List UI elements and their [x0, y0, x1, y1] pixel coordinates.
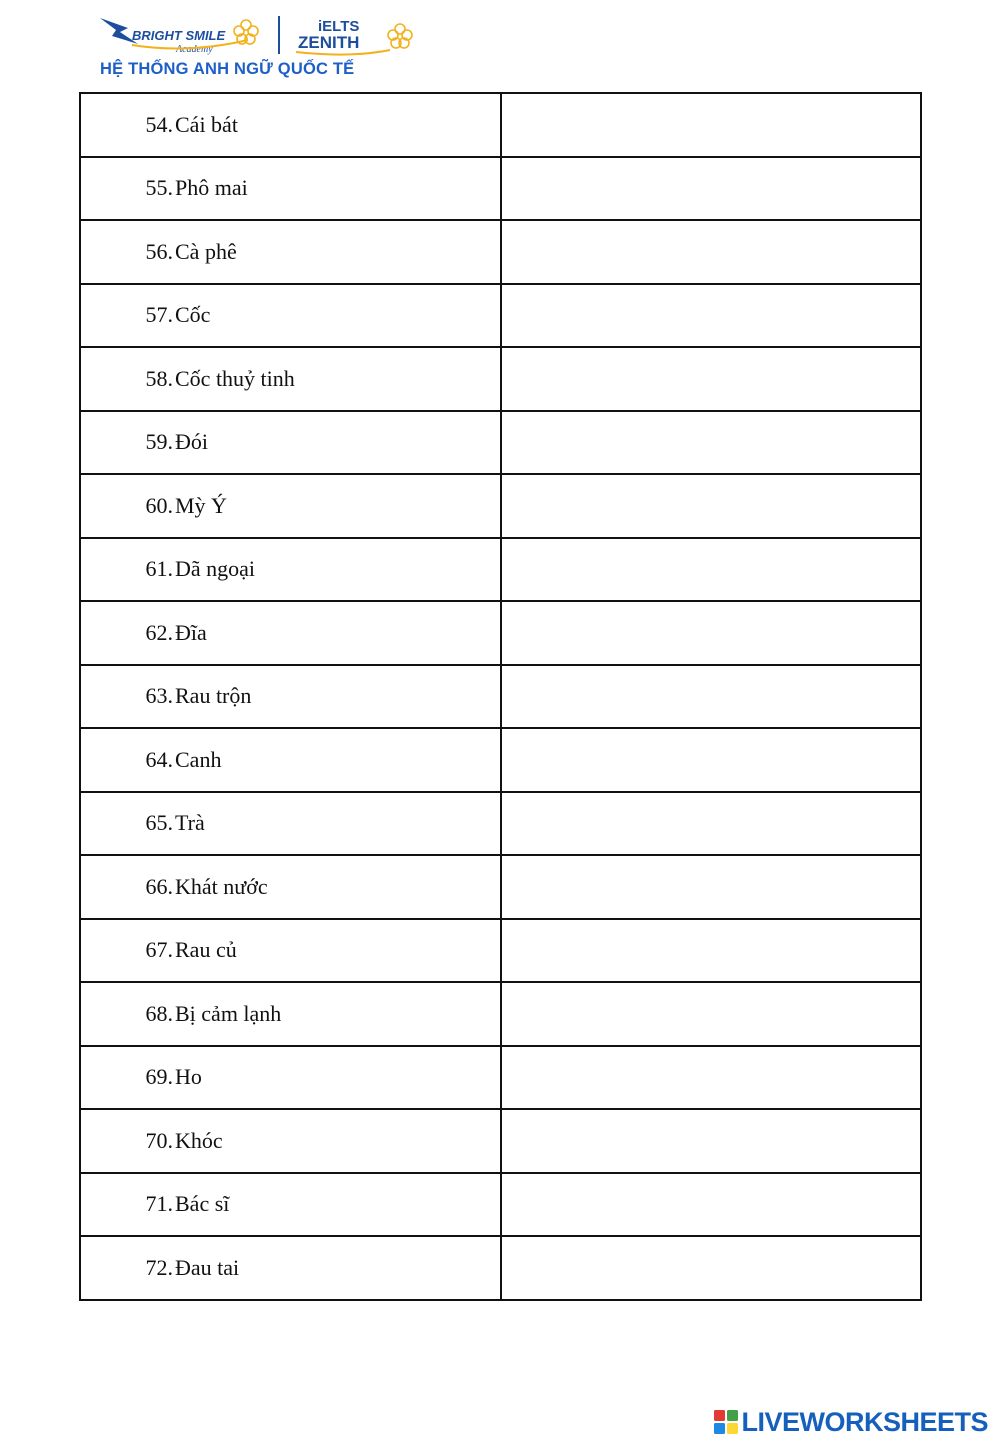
table-row	[80, 1173, 921, 1237]
term-cell	[80, 1236, 501, 1300]
item-number: 71.	[145, 1191, 173, 1217]
item-number: 54.	[145, 111, 173, 137]
liveworksheets-icon	[714, 1410, 738, 1434]
vietnamese-term: Trà	[175, 810, 205, 836]
item-number: 59.	[145, 429, 173, 455]
vietnamese-term: Dã ngoại	[175, 556, 256, 582]
table-row	[80, 855, 921, 919]
term-cell	[80, 538, 501, 602]
table-row	[80, 919, 921, 983]
answer-cell[interactable]	[501, 93, 921, 157]
term-cell	[80, 728, 501, 792]
table-row	[80, 411, 921, 475]
answer-cell[interactable]	[501, 1236, 921, 1300]
item-number: 67.	[145, 937, 173, 963]
liveworksheets-footer	[714, 1406, 988, 1438]
term-cell	[80, 919, 501, 983]
table-row	[80, 347, 921, 411]
vietnamese-term: Canh	[175, 746, 222, 772]
answer-cell[interactable]	[501, 728, 921, 792]
answer-cell[interactable]	[501, 855, 921, 919]
term-cell	[80, 792, 501, 856]
answer-cell[interactable]	[501, 1173, 921, 1237]
vietnamese-term: Đau tai	[175, 1254, 240, 1280]
answer-cell[interactable]	[501, 601, 921, 665]
answer-cell[interactable]	[501, 1046, 921, 1110]
answer-cell[interactable]	[501, 284, 921, 348]
item-number: 68.	[145, 1000, 173, 1026]
item-number: 69.	[145, 1064, 173, 1090]
vietnamese-term: Rau củ	[175, 937, 237, 963]
vietnamese-term: Cốc thuỷ tinh	[175, 365, 295, 391]
logo-divider	[278, 16, 280, 54]
logo-right-main: ZENITH	[298, 33, 360, 52]
item-number: 70.	[145, 1127, 173, 1153]
term-cell	[80, 347, 501, 411]
table-row	[80, 1046, 921, 1110]
answer-cell[interactable]	[501, 792, 921, 856]
term-cell	[80, 284, 501, 348]
table-row	[80, 601, 921, 665]
answer-cell[interactable]	[501, 474, 921, 538]
table-row	[80, 982, 921, 1046]
answer-cell[interactable]	[501, 411, 921, 475]
answer-cell[interactable]	[501, 347, 921, 411]
answer-cell[interactable]	[501, 919, 921, 983]
item-number: 64.	[145, 746, 173, 772]
logo-left-sub: Academy	[176, 44, 213, 55]
vietnamese-term: Mỳ Ý	[175, 492, 227, 518]
item-number: 58.	[145, 365, 173, 391]
item-number: 57.	[145, 302, 173, 328]
answer-cell[interactable]	[501, 157, 921, 221]
term-cell	[80, 1173, 501, 1237]
logo-right-top: iELTS	[318, 18, 360, 35]
term-cell	[80, 855, 501, 919]
table-row	[80, 284, 921, 348]
table-row	[80, 792, 921, 856]
table-row	[80, 665, 921, 729]
item-number: 66.	[145, 873, 173, 899]
answer-cell[interactable]	[501, 1109, 921, 1173]
table-row	[80, 157, 921, 221]
answer-cell[interactable]	[501, 538, 921, 602]
vietnamese-term: Bị cảm lạnh	[175, 1000, 282, 1026]
item-number: 63.	[145, 683, 173, 709]
vietnamese-term: Khát nước	[175, 873, 268, 899]
answer-cell[interactable]	[501, 220, 921, 284]
liveworksheets-brand: LIVEWORKSHEETS	[741, 1406, 988, 1437]
vocabulary-table	[79, 92, 922, 1301]
item-number: 56.	[145, 238, 173, 264]
term-cell	[80, 1109, 501, 1173]
table-row	[80, 474, 921, 538]
term-cell	[80, 220, 501, 284]
term-cell	[80, 665, 501, 729]
bright-smile-logo	[98, 14, 268, 60]
answer-cell[interactable]	[501, 665, 921, 729]
vietnamese-term: Rau trộn	[175, 683, 252, 709]
table-row	[80, 93, 921, 157]
header	[98, 12, 428, 82]
vietnamese-term: Cốc	[175, 302, 211, 328]
vietnamese-term: Phô mai	[175, 175, 248, 201]
term-cell	[80, 1046, 501, 1110]
vietnamese-term: Đĩa	[175, 619, 207, 645]
item-number: 55.	[145, 175, 173, 201]
item-number: 65.	[145, 810, 173, 836]
vietnamese-term: Cái bát	[175, 111, 238, 137]
table-row	[80, 1236, 921, 1300]
table-row	[80, 220, 921, 284]
table-row	[80, 728, 921, 792]
table-row	[80, 1109, 921, 1173]
logo-left-text: BRIGHT SMILE	[132, 28, 226, 43]
item-number: 61.	[145, 556, 173, 582]
term-cell	[80, 411, 501, 475]
term-cell	[80, 157, 501, 221]
vietnamese-term: Khóc	[175, 1127, 223, 1153]
term-cell	[80, 93, 501, 157]
answer-cell[interactable]	[501, 982, 921, 1046]
vietnamese-term: Bác sĩ	[175, 1191, 230, 1217]
item-number: 72.	[145, 1254, 173, 1280]
term-cell	[80, 601, 501, 665]
header-tagline: HỆ THỐNG ANH NGỮ QUỐC TẾ	[100, 60, 355, 78]
vietnamese-term: Đói	[175, 429, 208, 455]
table-row	[80, 538, 921, 602]
vietnamese-term: Ho	[175, 1064, 202, 1090]
ielts-zenith-logo	[290, 14, 420, 60]
item-number: 60.	[145, 492, 173, 518]
vietnamese-term: Cà phê	[175, 238, 237, 264]
term-cell	[80, 474, 501, 538]
term-cell	[80, 982, 501, 1046]
item-number: 62.	[145, 619, 173, 645]
